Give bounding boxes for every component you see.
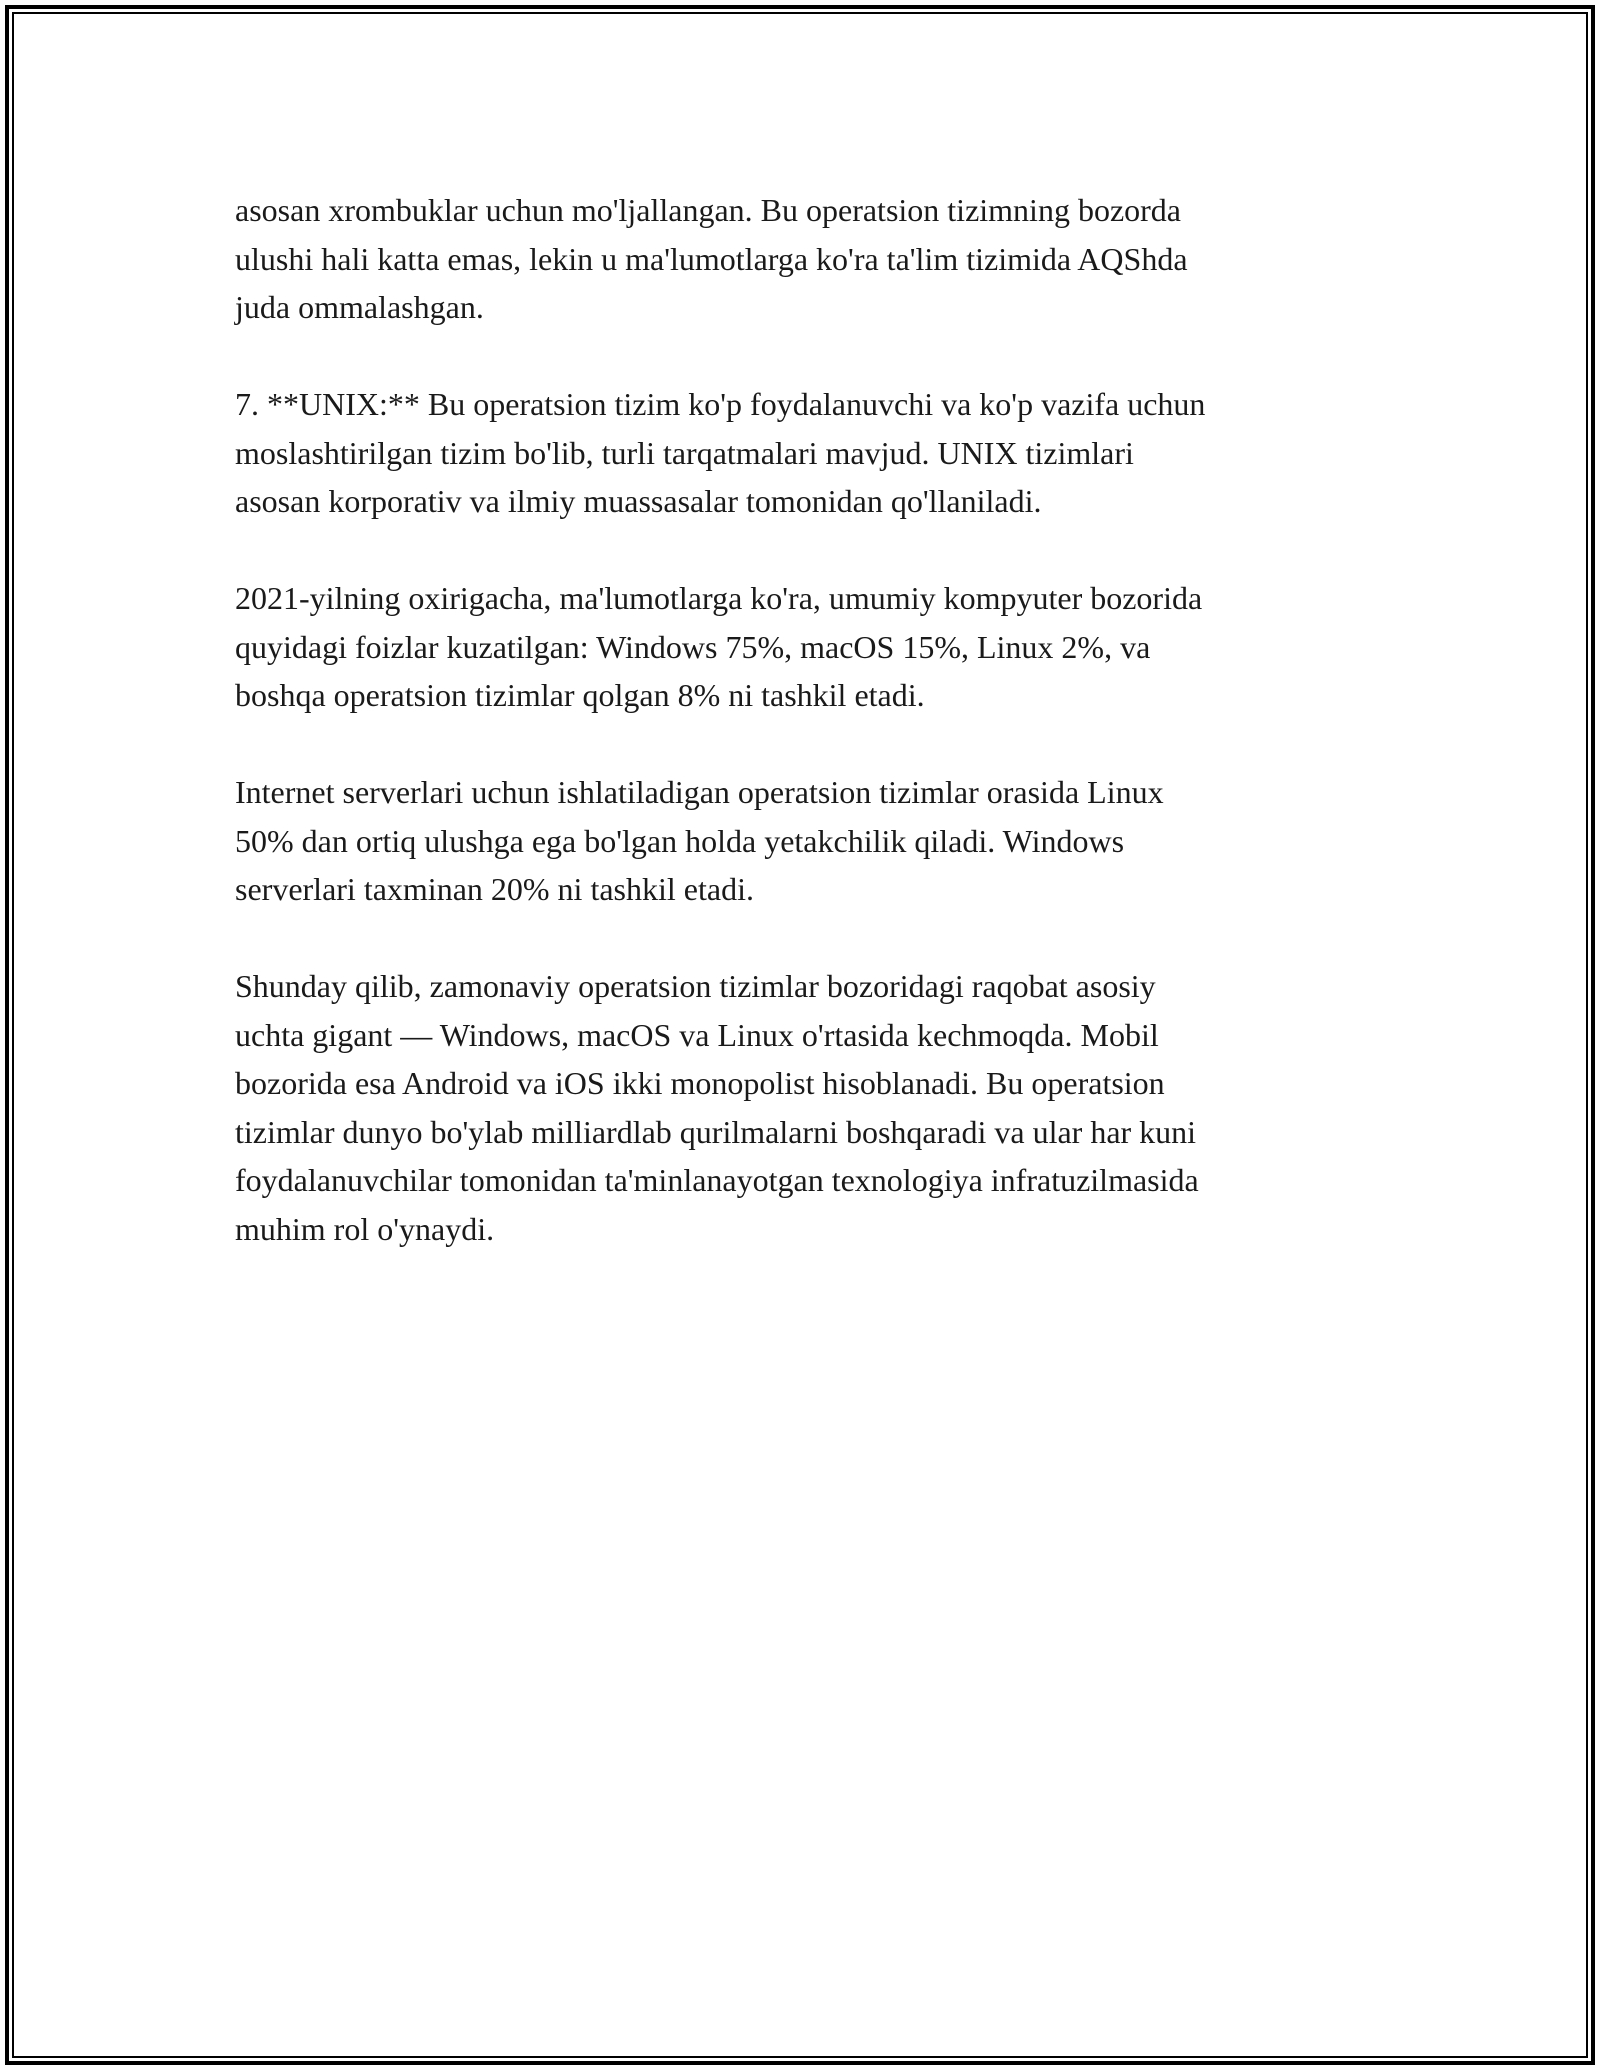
paragraph-server-market: Internet serverlari uchun ishlatiladigan operatsion tizimlar orasida Linux 50% dan ortiq ulushga ega bo'lgan holda yetakchilik qiladi. Windows serverlari taxminan 20% ni tashkil etadi. (235, 774, 1164, 907)
paragraph-market-share-2021: 2021-yilning oxirigacha, ma'lumotlarga ko'ra, umumiy kompyuter bozorida quyidagi foizlar kuzatilgan: Windows 75%, macOS 15%, Linux 2%, va boshqa operatsion tizimlar qolgan 8% ni tashkil etadi. (235, 580, 1203, 713)
paragraph-conclusion: Shunday qilib, zamonaviy operatsion tizimlar bozoridagi raqobat asosiy uchta gigant — Windows, macOS va Linux o'rtasida kechmoqda. Mobil bozorida esa Android va iOS ikki monopolist hisoblanadi. Bu operatsion tizimlar dunyo bo'ylab milliardlab qurilmalarni boshqaradi va ular har kuni foydalanuvchilar tomonidan ta'minlanayotgan texnologiya infratuzilmasida muhim rol o'ynaydi. (235, 968, 1199, 1247)
paragraph-chromeos-continuation: asosan xrombuklar uchun mo'ljallangan. Bu operatsion tizimning bozorda ulushi hali katta emas, lekin u ma'lumotlarga ko'ra ta'lim tizimida AQShda juda ommalashgan. (235, 192, 1188, 325)
paragraph-unix: 7. **UNIX:** Bu operatsion tizim ko'p foydalanuvchi va ko'p vazifa uchun moslashtirilgan tizim bo'lib, turli tarqatmalari mavjud. UNIX tizimlari asosan korporativ va ilmiy muassasalar tomonidan qo'llaniladi. (235, 386, 1206, 519)
document-body (235, 186, 1365, 1253)
